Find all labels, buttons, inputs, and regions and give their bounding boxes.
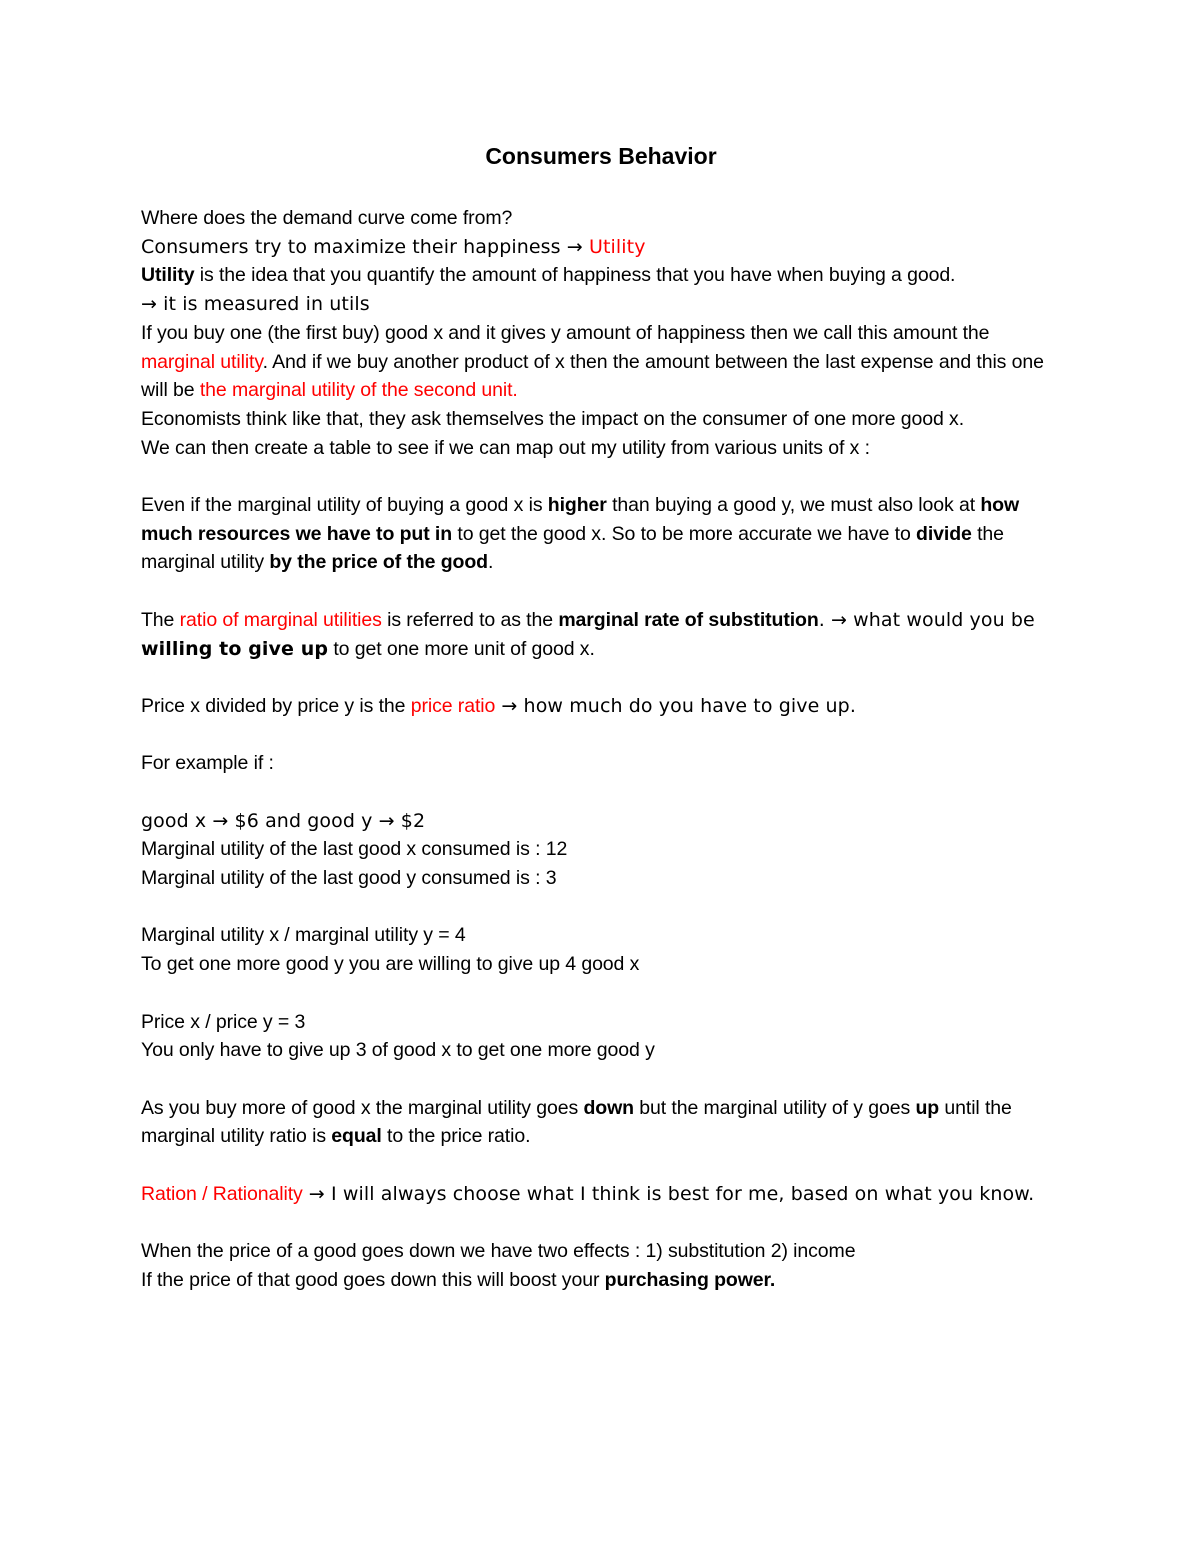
give-up-bold: willing to give up	[141, 637, 329, 660]
paragraph-economists	[141, 405, 1061, 434]
paragraph-price-ratio	[141, 692, 1061, 721]
paragraph-give-up	[141, 1036, 1061, 1065]
second-unit-term: the marginal utility of the second unit.	[199, 379, 518, 402]
paragraph-table	[141, 434, 1061, 463]
ratio-mu-term: ratio of marginal utilities	[179, 608, 382, 631]
paragraph-mu-ratio	[141, 921, 1061, 950]
spacer	[141, 462, 1061, 491]
purchasing-text: If the price of that good goes down this will boost your	[141, 1268, 605, 1291]
mrs-text-1: The	[141, 608, 180, 631]
paragraph-rationality	[141, 1180, 1061, 1209]
mrs-text-4: to get one more unit of good x.	[328, 637, 595, 660]
resources-text-1: Even if the marginal utility of buying a good x is	[141, 494, 548, 517]
mu-text-2: . And if we buy another product of x then the amount between the last expense and this one will be	[141, 350, 1044, 402]
rationality-text: → I will always choose what I think is best for me, based on what you know.	[302, 1182, 1035, 1205]
resources-text-4: the marginal utility	[141, 522, 1004, 574]
diminishing-text-1: As you buy more of good x the marginal utility goes	[141, 1096, 584, 1119]
give-up-text: You only have to give up 3 of good x to get one more good y	[141, 1039, 655, 1062]
diminishing-text-3: until the marginal utility ratio is	[141, 1096, 1012, 1148]
spacer	[141, 663, 1061, 692]
up-bold: up	[915, 1096, 940, 1119]
price-ratio-term: price ratio	[410, 694, 496, 717]
document-title: Consumers Behavior	[485, 143, 717, 169]
marginal-utility-term: marginal utility	[141, 350, 263, 373]
paragraph-mrs	[141, 606, 1061, 663]
equal-bold: equal	[331, 1125, 382, 1148]
resources-text-3: to get the good x. So to be more accurate we have to	[452, 522, 917, 545]
example-intro-text: For example if :	[141, 752, 274, 775]
diminishing-text-4: to the price ratio.	[381, 1125, 531, 1148]
paragraph-effects	[141, 1237, 1061, 1266]
mu-ratio-text: Marginal utility x / marginal utility y = 4	[141, 924, 466, 947]
paragraph-utility-definition	[141, 261, 1061, 290]
down-bold: down	[583, 1096, 634, 1119]
spacer	[141, 1151, 1061, 1180]
spacer	[141, 1065, 1061, 1094]
paragraph-question	[141, 204, 1061, 233]
paragraph-resources	[141, 491, 1061, 577]
question-text: Where does the demand curve come from?	[141, 207, 513, 229]
effects-text: When the price of a good goes down we have two effects : 1) substitution 2) income	[141, 1240, 856, 1263]
utility-term: Utility	[588, 235, 646, 258]
paragraph-prices	[141, 807, 1061, 836]
rationality-term: Ration / Rationality	[141, 1182, 303, 1205]
mu-text-1: If you buy one (the first buy) good x and it gives y amount of happiness then we call this amount the	[141, 321, 990, 344]
utils-text: → it is measured in utils	[141, 293, 370, 316]
paragraph-diminishing	[141, 1094, 1061, 1151]
document-page	[141, 138, 1061, 1295]
spacer	[141, 893, 1061, 922]
paragraph-purchasing-power	[141, 1266, 1061, 1295]
mrs-text-3: . → what would you be	[818, 608, 1035, 631]
paragraph-mu-y	[141, 864, 1061, 893]
utility-bold: Utility	[141, 264, 195, 287]
paragraph-happiness	[141, 233, 1061, 262]
happiness-text: Consumers try to maximize their happiness →	[141, 235, 589, 258]
spacer	[141, 721, 1061, 750]
spacer	[141, 1208, 1061, 1237]
prices-text: good x → $6 and good y → $2	[141, 809, 426, 832]
paragraph-marginal-utility	[141, 319, 1061, 405]
spacer	[141, 577, 1061, 606]
paragraph-example-intro	[141, 749, 1061, 778]
resources-text-2: than buying a good y, we must also look at	[606, 494, 981, 517]
resources-bold: how much resources we have to put in	[141, 494, 1020, 545]
resources-period: .	[487, 551, 494, 574]
mrs-bold: marginal rate of substitution	[558, 608, 819, 631]
table-text: We can then create a table to see if we can map out my utility from various units of x :	[141, 436, 870, 459]
paragraph-price-ratio-value	[141, 1008, 1061, 1037]
paragraph-mu-x	[141, 835, 1061, 864]
diminishing-text-2: but the marginal utility of y goes	[633, 1096, 916, 1119]
price-ratio-text-1: Price x divided by price y is the	[141, 694, 411, 717]
mu-x-text: Marginal utility of the last good x consumed is : 12	[141, 838, 568, 861]
paragraph-utils	[141, 290, 1061, 319]
higher-bold: higher	[547, 494, 607, 517]
economists-text: Economists think like that, they ask themselves the impact on the consumer of one more good x.	[141, 407, 965, 430]
spacer	[141, 778, 1061, 807]
utility-definition-text: is the idea that you quantify the amount of happiness that you have when buying a good.	[194, 264, 956, 287]
divide-bold: divide	[916, 522, 972, 545]
purchasing-power-bold: purchasing power.	[604, 1268, 776, 1291]
mrs-text-2: is referred to as the	[381, 608, 559, 631]
mu-y-text: Marginal utility of the last good y consumed is : 3	[141, 867, 557, 890]
price-ratio-value-text: Price x / price y = 3	[141, 1010, 306, 1033]
willing-text: To get one more good y you are willing to give up 4 good x	[141, 953, 640, 976]
paragraph-willing	[141, 950, 1061, 979]
price-ratio-text-2: → how much do you have to give up.	[495, 694, 856, 717]
price-of-good-bold: by the price of the good	[269, 551, 488, 574]
spacer	[141, 979, 1061, 1008]
